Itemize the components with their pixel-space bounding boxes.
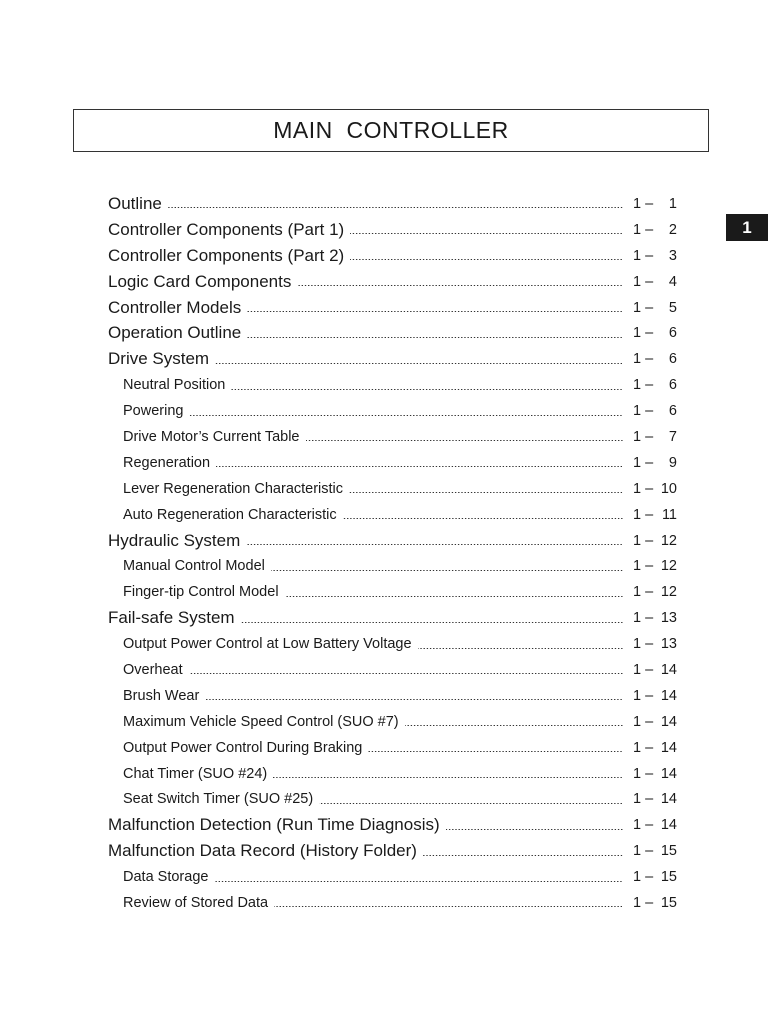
toc-page-chapter: 1 – bbox=[633, 661, 654, 678]
toc-entry-label: Controller Models bbox=[108, 297, 242, 317]
toc-page-chapter: 1 – bbox=[633, 713, 654, 730]
toc-entry bbox=[0, 217, 768, 243]
toc-page-chapter: 1 – bbox=[633, 428, 654, 445]
toc-entry-label: Logic Card Components bbox=[108, 271, 292, 291]
dot-leader bbox=[216, 466, 623, 467]
toc-page-ref bbox=[633, 553, 677, 579]
toc-page-ref bbox=[633, 761, 677, 787]
dot-leader bbox=[205, 699, 623, 700]
toc-page-ref bbox=[633, 812, 677, 838]
toc-page-chapter: 1 – bbox=[633, 636, 654, 653]
toc-page-number: 6 bbox=[668, 325, 677, 342]
dot-leader bbox=[423, 855, 623, 856]
toc-entry-label: Data Storage bbox=[123, 869, 209, 886]
toc-entry-title bbox=[123, 398, 623, 424]
toc-page-ref bbox=[633, 579, 677, 605]
toc-entry-label: Malfunction Detection (Run Time Diagnosis) bbox=[108, 815, 440, 835]
toc-page-chapter: 1 – bbox=[633, 195, 654, 212]
toc-entry-label: Maximum Vehicle Speed Control (SUO #7) bbox=[123, 713, 399, 730]
toc-page-number: 6 bbox=[668, 377, 677, 394]
toc-entry-label: Controller Components (Part 2) bbox=[108, 245, 345, 265]
toc-page-ref bbox=[633, 424, 677, 450]
toc-page-ref bbox=[633, 838, 677, 864]
toc-page-chapter: 1 – bbox=[633, 687, 654, 704]
dot-leader bbox=[368, 751, 623, 752]
toc-page-chapter: 1 – bbox=[633, 843, 654, 860]
toc-page-chapter: 1 – bbox=[633, 377, 654, 394]
toc-page-chapter: 1 – bbox=[633, 558, 654, 575]
toc-entry-label: Operation Outline bbox=[108, 323, 242, 343]
toc-page-number: 14 bbox=[660, 713, 677, 730]
toc-page-ref bbox=[633, 864, 677, 890]
toc-entry-title bbox=[123, 864, 623, 890]
toc-page-chapter: 1 – bbox=[633, 480, 654, 497]
dot-leader bbox=[418, 648, 623, 649]
toc-page-number: 14 bbox=[660, 687, 677, 704]
dot-leader bbox=[215, 363, 623, 364]
toc-page-chapter: 1 – bbox=[633, 869, 654, 886]
toc-page-chapter: 1 – bbox=[633, 817, 654, 834]
toc-entry bbox=[0, 631, 768, 657]
toc-entry-label: Fail-safe System bbox=[108, 608, 235, 628]
toc-entry-label: Neutral Position bbox=[123, 377, 226, 394]
toc-entry-label: Malfunction Data Record (History Folder) bbox=[108, 841, 417, 861]
toc-entry-label: Manual Control Model bbox=[123, 558, 265, 575]
toc-entry-label: Overheat bbox=[123, 661, 183, 678]
toc-page-ref bbox=[633, 709, 677, 735]
toc-entry bbox=[0, 786, 768, 812]
dot-leader bbox=[231, 389, 623, 390]
toc-page-number: 15 bbox=[660, 894, 677, 911]
toc-page-chapter: 1 – bbox=[633, 506, 654, 523]
toc-entry bbox=[0, 683, 768, 709]
dot-leader bbox=[285, 596, 623, 597]
toc-entry-title bbox=[123, 553, 623, 579]
toc-entry-title bbox=[108, 528, 623, 554]
toc-page-chapter: 1 – bbox=[633, 299, 654, 316]
toc-entry-title bbox=[123, 890, 623, 916]
toc-page-ref bbox=[633, 243, 677, 269]
toc-entry bbox=[0, 579, 768, 605]
toc-page-ref bbox=[633, 450, 677, 476]
toc-entry bbox=[0, 320, 768, 346]
toc-entry-title bbox=[108, 320, 623, 346]
toc-entry bbox=[0, 812, 768, 838]
toc-page-number: 6 bbox=[668, 351, 677, 368]
toc-page-number: 14 bbox=[660, 791, 677, 808]
toc-page-number: 14 bbox=[660, 661, 677, 678]
toc-page-ref bbox=[633, 502, 677, 528]
toc-entry-title bbox=[123, 683, 623, 709]
toc-entry bbox=[0, 553, 768, 579]
dot-leader bbox=[189, 673, 623, 674]
toc-page-number: 6 bbox=[668, 403, 677, 420]
toc-entry-title bbox=[108, 243, 623, 269]
toc-page-number: 1 bbox=[668, 195, 677, 212]
toc-entry-label: Review of Stored Data bbox=[123, 894, 269, 911]
toc-page-number: 5 bbox=[668, 299, 677, 316]
toc-entry-label: Seat Switch Timer (SUO #25) bbox=[123, 791, 314, 808]
toc-entry bbox=[0, 838, 768, 864]
toc-page-chapter: 1 – bbox=[633, 351, 654, 368]
table-of-contents bbox=[0, 191, 768, 916]
toc-page-number: 4 bbox=[668, 273, 677, 290]
toc-page-ref bbox=[633, 786, 677, 812]
toc-entry-label: Auto Regeneration Characteristic bbox=[123, 506, 337, 523]
toc-entry-label: Output Power Control at Low Battery Voltage bbox=[123, 636, 412, 653]
toc-entry-title bbox=[123, 476, 623, 502]
toc-entry-title bbox=[108, 812, 623, 838]
toc-page-ref bbox=[633, 683, 677, 709]
dot-leader bbox=[247, 337, 623, 338]
toc-entry-title bbox=[123, 786, 623, 812]
toc-entry bbox=[0, 890, 768, 916]
toc-page-chapter: 1 – bbox=[633, 894, 654, 911]
toc-entry-label: Drive System bbox=[108, 349, 210, 369]
toc-entry bbox=[0, 709, 768, 735]
toc-page-number: 14 bbox=[660, 817, 677, 834]
toc-page-number: 14 bbox=[660, 765, 677, 782]
toc-page-number: 13 bbox=[660, 636, 677, 653]
toc-entry-label: Powering bbox=[123, 403, 184, 420]
toc-entry bbox=[0, 191, 768, 217]
toc-page-chapter: 1 – bbox=[633, 584, 654, 601]
dot-leader bbox=[405, 725, 623, 726]
toc-entry-title bbox=[108, 269, 623, 295]
title-box bbox=[73, 109, 709, 152]
toc-page-chapter: 1 – bbox=[633, 403, 654, 420]
toc-entry bbox=[0, 450, 768, 476]
toc-entry bbox=[0, 476, 768, 502]
page-title: MAIN CONTROLLER bbox=[273, 117, 509, 143]
toc-entry bbox=[0, 295, 768, 321]
toc-page-number: 12 bbox=[660, 532, 677, 549]
toc-page-chapter: 1 – bbox=[633, 454, 654, 471]
dot-leader bbox=[343, 518, 623, 519]
toc-entry-title bbox=[123, 450, 623, 476]
toc-entry-title bbox=[108, 217, 623, 243]
toc-page-chapter: 1 – bbox=[633, 765, 654, 782]
toc-entry-title bbox=[108, 605, 623, 631]
toc-page-number: 10 bbox=[660, 480, 677, 497]
toc-entry-title bbox=[123, 761, 623, 787]
toc-page-number: 9 bbox=[668, 454, 677, 471]
toc-page-ref bbox=[633, 890, 677, 916]
toc-entry-title bbox=[123, 372, 623, 398]
dot-leader bbox=[214, 881, 623, 882]
dot-leader bbox=[241, 622, 623, 623]
toc-entry bbox=[0, 346, 768, 372]
toc-entry bbox=[0, 502, 768, 528]
toc-page-ref bbox=[633, 372, 677, 398]
toc-page-number: 12 bbox=[660, 584, 677, 601]
toc-page-chapter: 1 – bbox=[633, 791, 654, 808]
toc-page-number: 15 bbox=[660, 869, 677, 886]
toc-entry-label: Drive Motor’s Current Table bbox=[123, 428, 300, 445]
toc-page-ref bbox=[633, 398, 677, 424]
toc-entry-title bbox=[123, 424, 623, 450]
toc-page-chapter: 1 – bbox=[633, 739, 654, 756]
toc-entry-label: Lever Regeneration Characteristic bbox=[123, 480, 344, 497]
dot-leader bbox=[273, 777, 623, 778]
toc-entry-title bbox=[108, 295, 623, 321]
toc-page-ref bbox=[633, 631, 677, 657]
dot-leader bbox=[349, 492, 623, 493]
toc-page-ref bbox=[633, 217, 677, 243]
toc-page-chapter: 1 – bbox=[633, 273, 654, 290]
toc-page-number: 7 bbox=[668, 428, 677, 445]
toc-entry-title bbox=[123, 709, 623, 735]
toc-entry-label: Finger-tip Control Model bbox=[123, 584, 279, 601]
toc-entry-title bbox=[108, 191, 623, 217]
toc-entry-title bbox=[108, 838, 623, 864]
dot-leader bbox=[247, 311, 623, 312]
dot-leader bbox=[297, 285, 623, 286]
toc-entry bbox=[0, 657, 768, 683]
toc-entry bbox=[0, 269, 768, 295]
dot-leader bbox=[306, 440, 624, 441]
toc-page-number: 12 bbox=[660, 558, 677, 575]
toc-page-ref bbox=[633, 528, 677, 554]
toc-entry-label: Chat Timer (SUO #24) bbox=[123, 765, 268, 782]
toc-entry bbox=[0, 243, 768, 269]
toc-entry-label: Outline bbox=[108, 193, 162, 213]
toc-entry-label: Controller Components (Part 1) bbox=[108, 219, 345, 239]
toc-entry bbox=[0, 424, 768, 450]
toc-page-number: 14 bbox=[660, 739, 677, 756]
toc-entry-title bbox=[123, 657, 623, 683]
toc-entry bbox=[0, 372, 768, 398]
toc-page-number: 13 bbox=[660, 610, 677, 627]
toc-page-chapter: 1 – bbox=[633, 610, 654, 627]
toc-entry-title bbox=[123, 502, 623, 528]
toc-page-ref bbox=[633, 605, 677, 631]
dot-leader bbox=[189, 415, 623, 416]
toc-page-number: 2 bbox=[668, 221, 677, 238]
toc-page-number: 3 bbox=[668, 247, 677, 264]
dot-leader bbox=[319, 803, 623, 804]
toc-entry-label: Output Power Control During Braking bbox=[123, 739, 363, 756]
toc-entry bbox=[0, 735, 768, 761]
toc-page-number: 11 bbox=[661, 506, 677, 523]
toc-entry-title bbox=[123, 631, 623, 657]
dot-leader bbox=[274, 906, 623, 907]
dot-leader bbox=[271, 570, 623, 571]
toc-page-chapter: 1 – bbox=[633, 221, 654, 238]
toc-page-number: 15 bbox=[660, 843, 677, 860]
dot-leader bbox=[350, 259, 623, 260]
toc-entry bbox=[0, 864, 768, 890]
toc-page-ref bbox=[633, 320, 677, 346]
toc-entry-label: Hydraulic System bbox=[108, 530, 241, 550]
toc-page-ref bbox=[633, 657, 677, 683]
toc-page-ref bbox=[633, 295, 677, 321]
toc-page-chapter: 1 – bbox=[633, 532, 654, 549]
toc-entry bbox=[0, 761, 768, 787]
toc-entry-title bbox=[123, 735, 623, 761]
dot-leader bbox=[446, 829, 623, 830]
toc-entry-label: Brush Wear bbox=[123, 687, 200, 704]
dot-leader bbox=[246, 544, 623, 545]
toc-entry bbox=[0, 398, 768, 424]
chapter-tab-number: 1 bbox=[742, 217, 752, 237]
toc-page-ref bbox=[633, 346, 677, 372]
toc-page-ref bbox=[633, 476, 677, 502]
toc-page-chapter: 1 – bbox=[633, 247, 654, 264]
toc-entry bbox=[0, 528, 768, 554]
toc-page-ref bbox=[633, 269, 677, 295]
toc-page-ref bbox=[633, 735, 677, 761]
toc-entry-title bbox=[123, 579, 623, 605]
toc-entry-label: Regeneration bbox=[123, 454, 211, 471]
toc-page-chapter: 1 – bbox=[633, 325, 654, 342]
dot-leader bbox=[168, 207, 623, 208]
toc-entry-title bbox=[108, 346, 623, 372]
dot-leader bbox=[350, 233, 623, 234]
toc-entry bbox=[0, 605, 768, 631]
toc-page-ref bbox=[633, 191, 677, 217]
